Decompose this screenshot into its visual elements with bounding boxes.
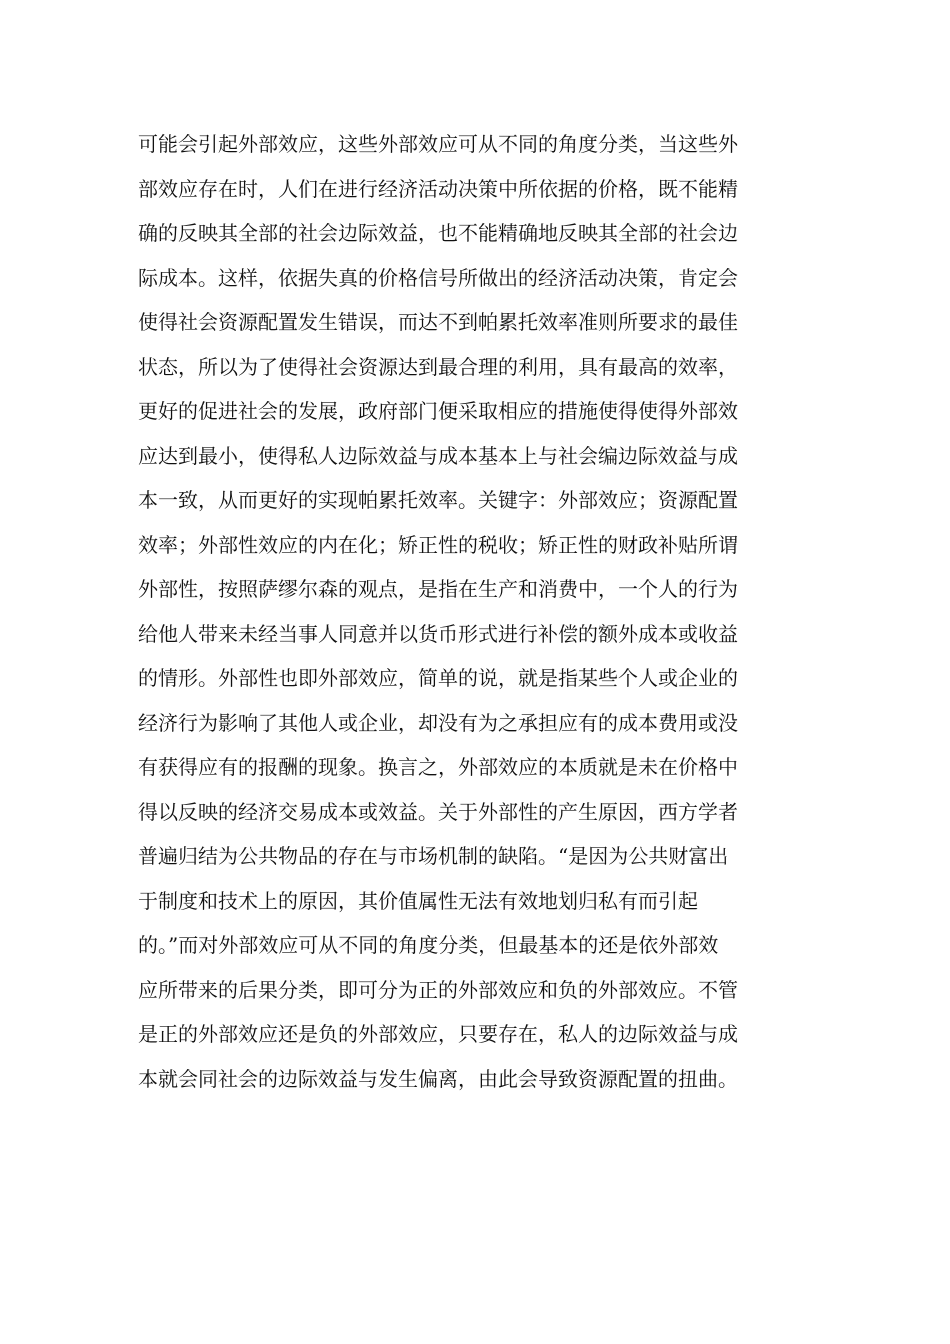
body-text [138,122,818,1101]
text-line-14: 经济行为影响了其他人或企业，却没有为之承担应有的成本费用或没 [138,710,738,735]
text-line-16: 得以反映的经济交易成本或效益。关于外部性的产生原因，西方学者 [138,799,738,824]
text-line-10: 效率；外部性效应的内在化；矫正性的税收；矫正性的财政补贴所谓 [138,532,738,557]
text-line-22: 本就会同社会的边际效益与发生偏离，由此会导致资源配置的扭曲。 [138,1066,738,1091]
text-line-7: 更好的促进社会的发展，政府部门便采取相应的措施使得使得外部效 [138,399,738,423]
text-line-11: 外部性，按照萨缪尔森的观点，是指在生产和消费中，一个人的行为 [138,577,738,601]
text-line-13: 的情形。外部性也即外部效应，简单的说，就是指某些个人或企业的 [138,666,738,690]
text-line-8: 应达到最小，使得私人边际效益与成本基本上与社会编边际效益与成 [138,443,738,468]
text-line-5: 使得社会资源配置发生错误，而达不到帕累托效率准则所要求的最佳 [138,310,738,334]
text-line-18: 于制度和技术上的原因，其价值属性无法有效地划归私有而引起 [138,888,698,913]
text-line-2: 部效应存在时，人们在进行经济活动决策中所依据的价格，既不能精 [138,176,738,201]
text-line-6: 状态，所以为了使得社会资源达到最合理的利用，具有最高的效率， [138,354,738,379]
text-line-20: 应所带来的后果分类，即可分为正的外部效应和负的外部效应。不管 [138,977,738,1002]
text-line-21: 是正的外部效应还是负的外部效应，只要存在，私人的边际效益与成 [138,1022,738,1046]
text-line-19: 的。”而对外部效应可从不同的角度分类，但最基本的还是依外部效 [138,933,719,957]
text-line-12: 给他人带来未经当事人同意并以货币形式进行补偿的额外成本或收益 [138,621,738,646]
text-line-1: 可能会引起外部效应，这些外部效应可从不同的角度分类，当这些外 [138,132,738,156]
text-line-4: 际成本。这样，依据失真的价格信号所做出的经济活动决策，肯定会 [138,265,738,290]
text-line-17: 普遍归结为公共物品的存在与市场机制的缺陷。“是因为公共财富出 [138,844,729,868]
text-line-15: 有获得应有的报酬的现象。换言之，外部效应的本质就是未在价格中 [138,755,738,779]
text-line-3: 确的反映其全部的社会边际效益，也不能精确地反映其全部的社会边 [138,221,738,245]
text-line-9: 本一致，从而更好的实现帕累托效率。关键字：外部效应；资源配置 [138,488,738,512]
